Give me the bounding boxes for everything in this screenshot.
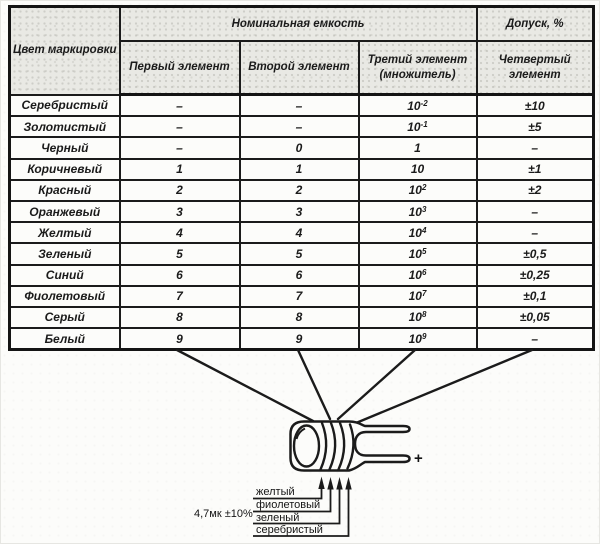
header-fourth-element: Четвертый элемент (477, 41, 594, 95)
color-name-cell: Серебристый (10, 95, 120, 117)
tolerance-cell: ±0,25 (477, 265, 594, 286)
first-element-cell: 2 (120, 180, 240, 201)
color-name-cell: Синий (10, 265, 120, 286)
multiplier-cell: $10^3$ (359, 201, 477, 222)
multiplier-cell: $10^9$ (359, 328, 477, 350)
band-label-violet: фиолетовый (256, 499, 321, 511)
leader-line-fourth-element (356, 350, 532, 423)
color-name-cell: Черный (10, 137, 120, 158)
tolerance-cell: – (477, 137, 594, 158)
second-element-cell: 7 (240, 286, 359, 307)
multiplier-exponent: 8 (421, 310, 427, 320)
header-second-element: Второй элемент (240, 41, 359, 95)
color-name-cell: Оранжевый (10, 201, 120, 222)
multiplier-exponent: -2 (420, 98, 428, 108)
multiplier-exponent: -1 (420, 119, 428, 129)
multiplier-cell: $10^7$ (359, 286, 477, 307)
second-element-cell: 6 (240, 265, 359, 286)
first-element-cell: 3 (120, 201, 240, 222)
tolerance-cell: ±2 (477, 180, 594, 201)
band-arrow-2 (327, 477, 333, 490)
first-element-cell: 1 (120, 159, 240, 180)
header-capacity-group: Номинальная емкость (120, 7, 477, 42)
tolerance-cell: ±5 (477, 116, 594, 137)
multiplier-cell: $10^2$ (359, 180, 477, 201)
multiplier-cell: 1 (359, 137, 477, 158)
tolerance-cell: ±1 (477, 159, 594, 180)
first-element-cell: 9 (120, 328, 240, 350)
multiplier-exponent: 7 (421, 289, 427, 299)
first-element-cell: 7 (120, 286, 240, 307)
tolerance-cell: – (477, 328, 594, 350)
band-label-yellow: желтый (256, 486, 295, 498)
second-element-cell: 0 (240, 137, 359, 158)
second-element-cell: 2 (240, 180, 359, 201)
tolerance-cell: ±0,1 (477, 286, 594, 307)
multiplier-exponent: 5 (421, 246, 427, 256)
first-element-cell: – (120, 95, 240, 117)
capacitance-value-label: 4,7мк ±10% (194, 508, 253, 520)
color-name-cell: Красный (10, 180, 120, 201)
color-name-cell: Золотистый (10, 116, 120, 137)
second-element-cell: 4 (240, 222, 359, 243)
header-color: Цвет маркировки (10, 7, 120, 95)
multiplier-cell: $10^4$ (359, 222, 477, 243)
header-tolerance-group: Допуск, % (477, 7, 594, 42)
positive-lead-plus-sign: + (414, 450, 423, 467)
second-element-cell: – (240, 116, 359, 137)
second-element-cell: 8 (240, 307, 359, 328)
first-element-cell: 8 (120, 307, 240, 328)
band-arrow-1 (318, 477, 324, 490)
multiplier-cell: $10^8$ (359, 307, 477, 328)
band-label-silver: серебристый (256, 524, 323, 536)
band-label-green: зеленый (256, 511, 300, 524)
second-element-cell: – (240, 95, 359, 117)
tolerance-cell: ±10 (477, 95, 594, 117)
multiplier-cell: $10^{-1}$ (359, 116, 477, 137)
multiplier-cell: $10^6$ (359, 265, 477, 286)
multiplier-cell: 10 (359, 159, 477, 180)
color-name-cell: Фиолетовый (10, 286, 120, 307)
multiplier-exponent: 9 (421, 331, 427, 341)
leader-line-third-element (338, 350, 415, 419)
color-name-cell: Коричневый (10, 159, 120, 180)
header-third-element: Третий элемент (множитель) (359, 41, 477, 95)
leader-line-second-element (298, 350, 330, 419)
first-element-cell: – (120, 116, 240, 137)
first-element-cell: 4 (120, 222, 240, 243)
band-arrow-4 (345, 477, 351, 490)
multiplier-cell: $10^{-2}$ (359, 95, 477, 117)
tolerance-cell: ±0,05 (477, 307, 594, 328)
tolerance-cell: ±0,5 (477, 243, 594, 264)
first-element-cell: – (120, 137, 240, 158)
multiplier-exponent: 6 (421, 268, 427, 278)
tolerance-cell: – (477, 222, 594, 243)
multiplier-exponent: 2 (421, 183, 427, 193)
second-element-cell: 3 (240, 201, 359, 222)
color-name-cell: Зеленый (10, 243, 120, 264)
header-first-element: Первый элемент (120, 41, 240, 95)
first-element-cell: 5 (120, 243, 240, 264)
color-name-cell: Серый (10, 307, 120, 328)
leader-line-first-element (177, 350, 313, 421)
multiplier-exponent: 3 (421, 204, 427, 214)
multiplier-cell: $10^5$ (359, 243, 477, 264)
color-name-cell: Желтый (10, 222, 120, 243)
band-arrow-3 (336, 477, 342, 490)
color-name-cell: Белый (10, 328, 120, 350)
second-element-cell: 1 (240, 159, 359, 180)
second-element-cell: 9 (240, 328, 359, 350)
multiplier-exponent: 4 (421, 225, 427, 235)
tolerance-cell: – (477, 201, 594, 222)
first-element-cell: 6 (120, 265, 240, 286)
second-element-cell: 5 (240, 243, 359, 264)
